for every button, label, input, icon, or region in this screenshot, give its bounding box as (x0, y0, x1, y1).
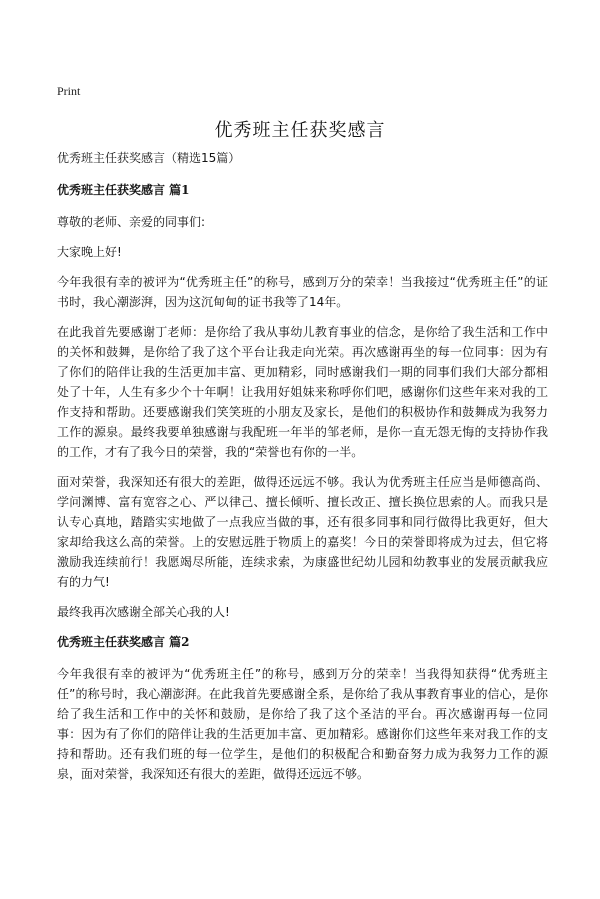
closing-paragraph: 最终我再次感谢全部关心我的人! (57, 605, 230, 619)
print-label: Print (57, 84, 81, 98)
body-paragraph: 在此我首先要感谢丁老师：是你给了我从事幼儿教育事业的信念，是你给了我生活和工作中的关怀和鼓舞，是你给了我了这个平台让我走向光荣。再次感谢再坐的每一位同事：因为有了你们的陪伴让我的生活更加丰富、更加精彩，同时感谢我们一期的同事们我们大部分都相处了十年，人生有多少个十年啊！让我用好姐妹来称呼你们吧，感谢你们这些年来对我的工作支持和帮助。还要感谢我们笑笑班的小朋友及家长，是他们的积极协作和鼓舞成为我努力工作的源泉。最终我要单独感谢与我配班一年半的邹老师，是你一直无怨无悔的支持协作我的工作，才有了我今日的荣誉，我的“荣誉也有你的一半。 (57, 325, 548, 459)
greeting-paragraph: 尊敬的老师、亲爱的同事们: (57, 215, 206, 229)
section-heading: 优秀班主任获奖感言 篇1 (57, 183, 190, 197)
document-body (57, 148, 548, 794)
body-paragraph: 今年我很有幸的被评为“优秀班主任”的称号，感到万分的荣幸！当我得知获得“优秀班主任”的称号时，我心潮澎湃。在此我首先要感谢全系，是你给了我从事教育事业的信心，是你给了我生活和工作中的关怀和鼓励，是你给了我了这个圣洁的平台。再次感谢再每一位同事：因为有了你们的陪伴让我的生活更加丰富、更加精彩。感谢你们这些年来对我工作的支持和帮助。还有我们班的每一位学生，是他们的积极配合和勤奋努力成为我努力工作的源泉，面对荣誉，我深知还有很大的差距，做得还远远不够。 (57, 667, 548, 781)
body-paragraph: 面对荣誉，我深知还有很大的差距，做得还远远不够。我认为优秀班主任应当是师德高尚、学问渊博、富有宽容之心、严以律己、擅长倾听、擅长改正、擅长换位思索的人。而我只是认专心真地，踏踏实实地做了一点我应当做的事，还有很多同事和同行做得比我更好，但大家却给我这么高的荣誉。上的安慰远胜于物质上的嘉奖！今日的荣誉即将成为过去，但它将激励我连续前行！我愿竭尽所能，连续求索，为康盛世纪幼儿园和幼教事业的发展贡献我应有的力气! (57, 475, 548, 589)
section-heading: 优秀班主任获奖感言 篇2 (57, 635, 190, 649)
document-subtitle: 优秀班主任获奖感言（精选15篇） (57, 151, 241, 165)
page-title: 优秀班主任获奖感言 (214, 120, 386, 141)
body-paragraph: 今年我很有幸的被评为“优秀班主任”的称号，感到万分的荣幸！当我接过“优秀班主任”的证书时，我心潮澎湃，因为这沉甸甸的证书我等了14年。 (57, 275, 548, 309)
salutation-paragraph: 大家晚上好! (57, 245, 122, 259)
